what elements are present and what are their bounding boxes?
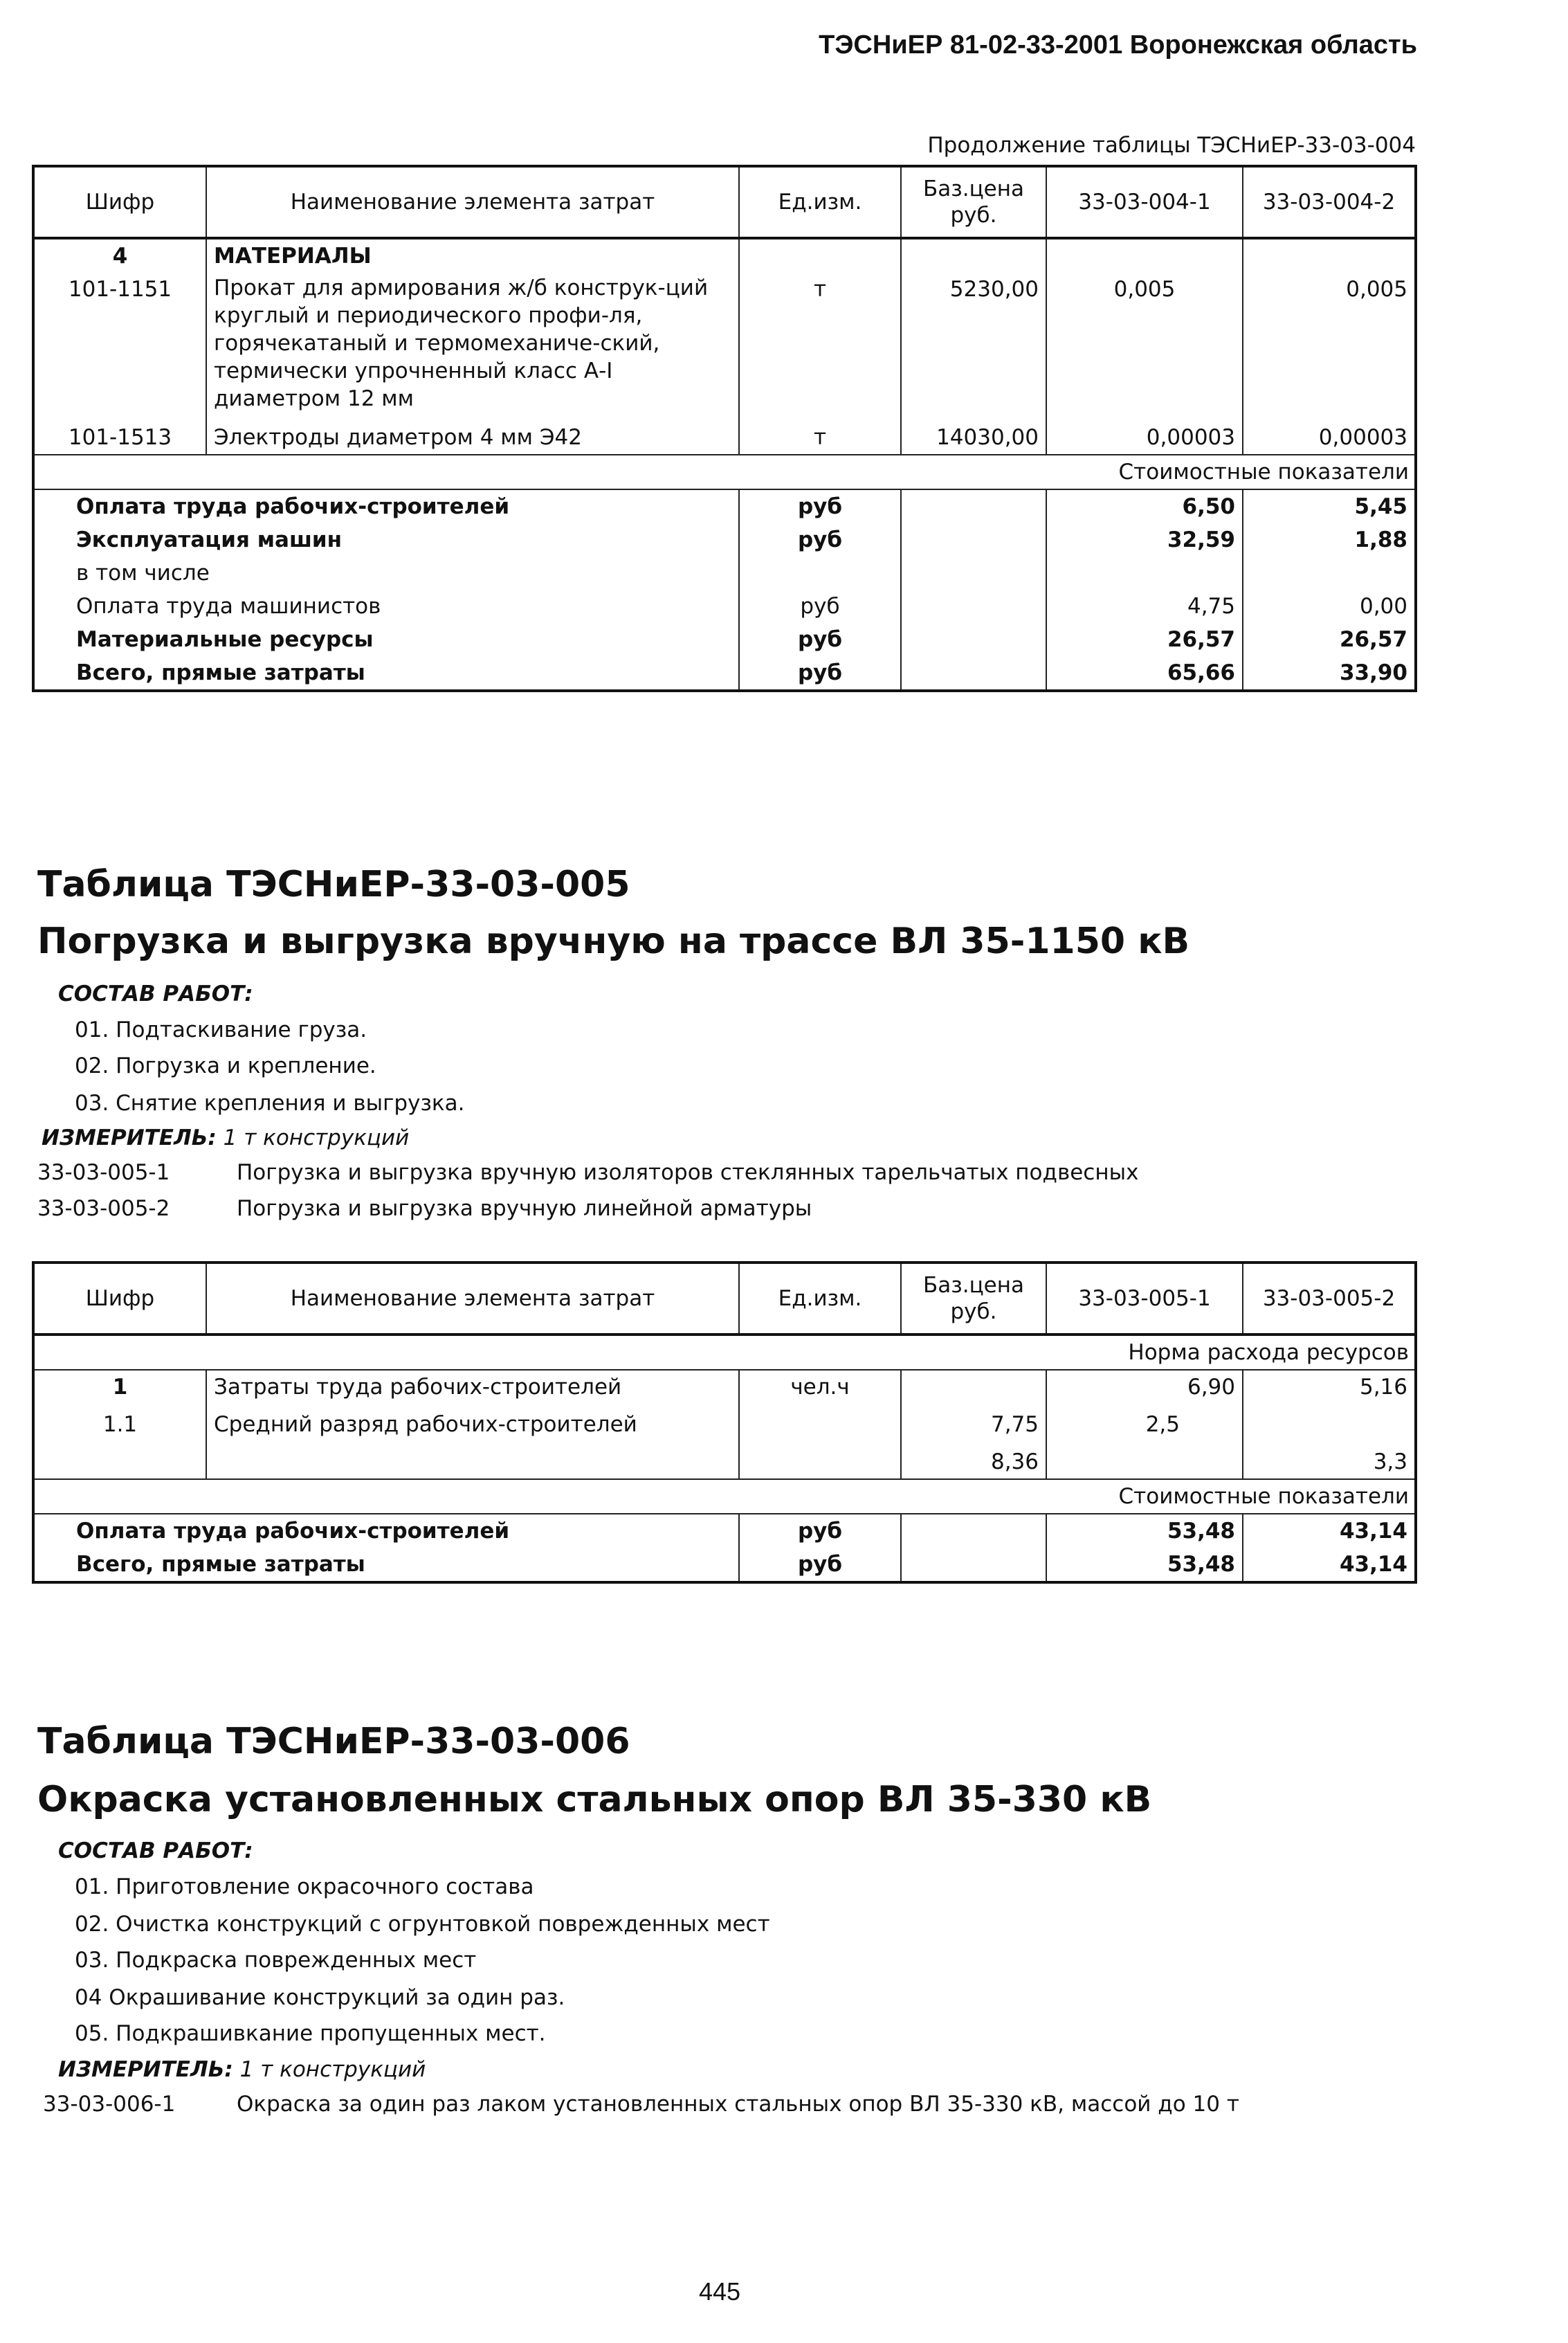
cost-val2: 0,00 <box>1243 590 1416 623</box>
works-label: СОСТАВ РАБОТ: <box>58 981 253 1006</box>
work-item: 01. Приготовление окрасочного состава <box>75 1874 534 1899</box>
row-unit: т <box>739 421 901 455</box>
section-row <box>33 1335 1416 1370</box>
table-row <box>33 1404 1416 1445</box>
section-row <box>33 1479 1416 1514</box>
cost-val2: 33,90 <box>1243 656 1416 691</box>
table-row <box>33 1370 1416 1404</box>
page-header-title: ТЭСНиЕР 81-02-33-2001 Воронежская область <box>819 30 1417 60</box>
row-price: 8,36 <box>901 1445 1046 1479</box>
table-33-03-004 <box>32 165 1417 692</box>
table-33-03-005 <box>32 1261 1417 1584</box>
col-header-code: Шифр <box>33 1263 206 1335</box>
row-val2: 3,3 <box>1243 1445 1416 1479</box>
table-row <box>33 489 1416 523</box>
section-name: МАТЕРИАЛЫ <box>206 238 739 273</box>
cost-val2: 26,57 <box>1243 623 1416 656</box>
table-row <box>33 656 1416 691</box>
row-price: 14030,00 <box>901 421 1046 455</box>
cost-val2: 1,88 <box>1243 523 1416 557</box>
section-title: Таблица ТЭСНиЕР-33-03-005 <box>37 864 630 905</box>
table-row <box>33 1548 1416 1582</box>
row-code: 1.1 <box>33 1404 206 1445</box>
code-desc: Окраска за один раз лаком установленных стальных опор ВЛ 35-330 кВ, массой до 10 т <box>237 2092 1239 2117</box>
code-desc: Погрузка и выгрузка вручную линейной арматуры <box>237 1196 812 1221</box>
measure-line <box>58 2057 426 2082</box>
row-name: Затраты труда рабочих-строителей <box>206 1370 739 1404</box>
row-val2: 5,16 <box>1243 1370 1416 1404</box>
row-name: Электроды диаметром 4 мм Э42 <box>206 421 739 455</box>
col-header-name: Наименование элемента затрат <box>206 1263 739 1335</box>
cost-unit: руб <box>739 489 901 523</box>
row-code: 101-1151 <box>33 273 206 421</box>
section-cost-label: Стоимостные показатели <box>33 1479 1416 1514</box>
table-continuation-label: Продолжение таблицы ТЭСНиЕР-33-03-004 <box>927 133 1416 158</box>
cost-name: Всего, прямые затраты <box>33 656 739 691</box>
cost-val2: 43,14 <box>1243 1514 1416 1548</box>
table-row <box>33 623 1416 656</box>
section-norm-label: Норма расхода ресурсов <box>33 1335 1416 1370</box>
work-item: 04 Окрашивание конструкций за один раз. <box>75 1985 565 2010</box>
cost-unit: руб <box>739 623 901 656</box>
table-row <box>33 523 1416 557</box>
row-price: 7,75 <box>901 1404 1046 1445</box>
col-header-name: Наименование элемента затрат <box>206 166 739 238</box>
row-val1: 6,90 <box>1046 1370 1243 1404</box>
cost-name: Оплата труда машинистов <box>33 590 739 623</box>
work-item: 03. Снятие крепления и выгрузка. <box>75 1091 465 1116</box>
cost-val1: 53,48 <box>1046 1548 1243 1582</box>
row-price <box>901 1370 1046 1404</box>
row-name: Прокат для армирования ж/б конструк-ций круглый и периодического профи-ля, горячекатаный и термомеханиче-ский, термически упрочненный класс А-I диаметром 12 мм <box>206 273 739 421</box>
table-row <box>33 1514 1416 1548</box>
col-header-val1: 33-03-004-1 <box>1046 166 1243 238</box>
page-number: 445 <box>699 2277 741 2306</box>
measure-label: ИЗМЕРИТЕЛЬ: <box>42 1125 217 1150</box>
col-header-val1: 33-03-005-1 <box>1046 1263 1243 1335</box>
row-val2: 0,00003 <box>1243 421 1416 455</box>
table-row <box>33 590 1416 623</box>
cost-val2: 5,45 <box>1243 489 1416 523</box>
row-unit: т <box>739 273 901 421</box>
measure-label: ИЗМЕРИТЕЛЬ: <box>58 2057 233 2082</box>
section-code: 4 <box>33 238 206 273</box>
cost-unit: руб <box>739 590 901 623</box>
row-val2 <box>1243 1404 1416 1445</box>
table-row <box>33 557 1416 590</box>
cost-val1: 26,57 <box>1046 623 1243 656</box>
work-item: 02. Погрузка и крепление. <box>75 1053 376 1078</box>
measure-line <box>42 1125 409 1150</box>
row-unit: чел.ч <box>739 1370 901 1404</box>
cost-name: Оплата труда рабочих-строителей <box>33 489 739 523</box>
work-item: 02. Очистка конструкций с огрунтовкой поврежденных мест <box>75 1912 770 1937</box>
code-desc: Погрузка и выгрузка вручную изоляторов стеклянных тарельчатых подвесных <box>237 1160 1139 1185</box>
cost-val1: 6,50 <box>1046 489 1243 523</box>
cost-unit: руб <box>739 1514 901 1548</box>
col-header-price: Баз.цена руб. <box>901 166 1046 238</box>
cost-unit: руб <box>739 523 901 557</box>
works-label: СОСТАВ РАБОТ: <box>58 1838 253 1863</box>
cost-val2: 43,14 <box>1243 1548 1416 1582</box>
section-cost-label: Стоимостные показатели <box>33 455 1416 489</box>
col-header-unit: Ед.изм. <box>739 166 901 238</box>
cost-val1: 4,75 <box>1046 590 1243 623</box>
measure-value: 1 т конструкций <box>239 2057 426 2082</box>
col-header-unit: Ед.изм. <box>739 1263 901 1335</box>
row-unit <box>739 1404 901 1445</box>
cost-val1: 32,59 <box>1046 523 1243 557</box>
work-item: 03. Подкраска поврежденных мест <box>75 1948 477 1973</box>
table-header-row <box>33 166 1416 238</box>
row-val2: 0,005 <box>1243 273 1416 421</box>
row-code <box>33 1445 206 1479</box>
table-row <box>33 1445 1416 1479</box>
row-val1 <box>1046 1445 1243 1479</box>
work-item: 05. Подкрашивкание пропущенных мест. <box>75 2021 546 2046</box>
col-header-price: Баз.цена руб. <box>901 1263 1046 1335</box>
row-val1: 0,00003 <box>1046 421 1243 455</box>
cost-name: Материальные ресурсы <box>33 623 739 656</box>
cost-unit: руб <box>739 1548 901 1582</box>
col-header-val2: 33-03-005-2 <box>1243 1263 1416 1335</box>
section-title: Таблица ТЭСНиЕР-33-03-006 <box>37 1721 630 1762</box>
cost-val1: 53,48 <box>1046 1514 1243 1548</box>
cost-name: Эксплуатация машин <box>33 523 739 557</box>
cost-name: Оплата труда рабочих-строителей <box>33 1514 739 1548</box>
row-val1: 2,5 <box>1046 1404 1243 1445</box>
section-row <box>33 455 1416 489</box>
table-header-row <box>33 1263 1416 1335</box>
cost-unit: руб <box>739 656 901 691</box>
section-subtitle: Окраска установленных стальных опор ВЛ 35-330 кВ <box>37 1779 1152 1820</box>
table-row <box>33 273 1416 421</box>
cost-val1: 65,66 <box>1046 656 1243 691</box>
row-code: 1 <box>33 1370 206 1404</box>
work-item: 01. Подтаскивание груза. <box>75 1017 367 1042</box>
cost-name: Всего, прямые затраты <box>33 1548 739 1582</box>
row-val1: 0,005 <box>1046 273 1243 421</box>
measure-value: 1 т конструкций <box>223 1125 410 1150</box>
row-price: 5230,00 <box>901 273 1046 421</box>
row-unit <box>739 1445 901 1479</box>
col-header-code: Шифр <box>33 166 206 238</box>
col-header-val2: 33-03-004-2 <box>1243 166 1416 238</box>
code-id: 33-03-006-1 <box>43 2092 176 2117</box>
row-name: Средний разряд рабочих-строителей <box>206 1404 739 1445</box>
code-id: 33-03-005-1 <box>37 1160 170 1185</box>
table-row <box>33 421 1416 455</box>
row-name <box>206 1445 739 1479</box>
code-id: 33-03-005-2 <box>37 1196 170 1221</box>
section-subtitle: Погрузка и выгрузка вручную на трассе ВЛ 35-1150 кВ <box>37 921 1190 962</box>
row-code: 101-1513 <box>33 421 206 455</box>
table-row <box>33 238 1416 273</box>
cost-name: в том числе <box>33 557 739 590</box>
